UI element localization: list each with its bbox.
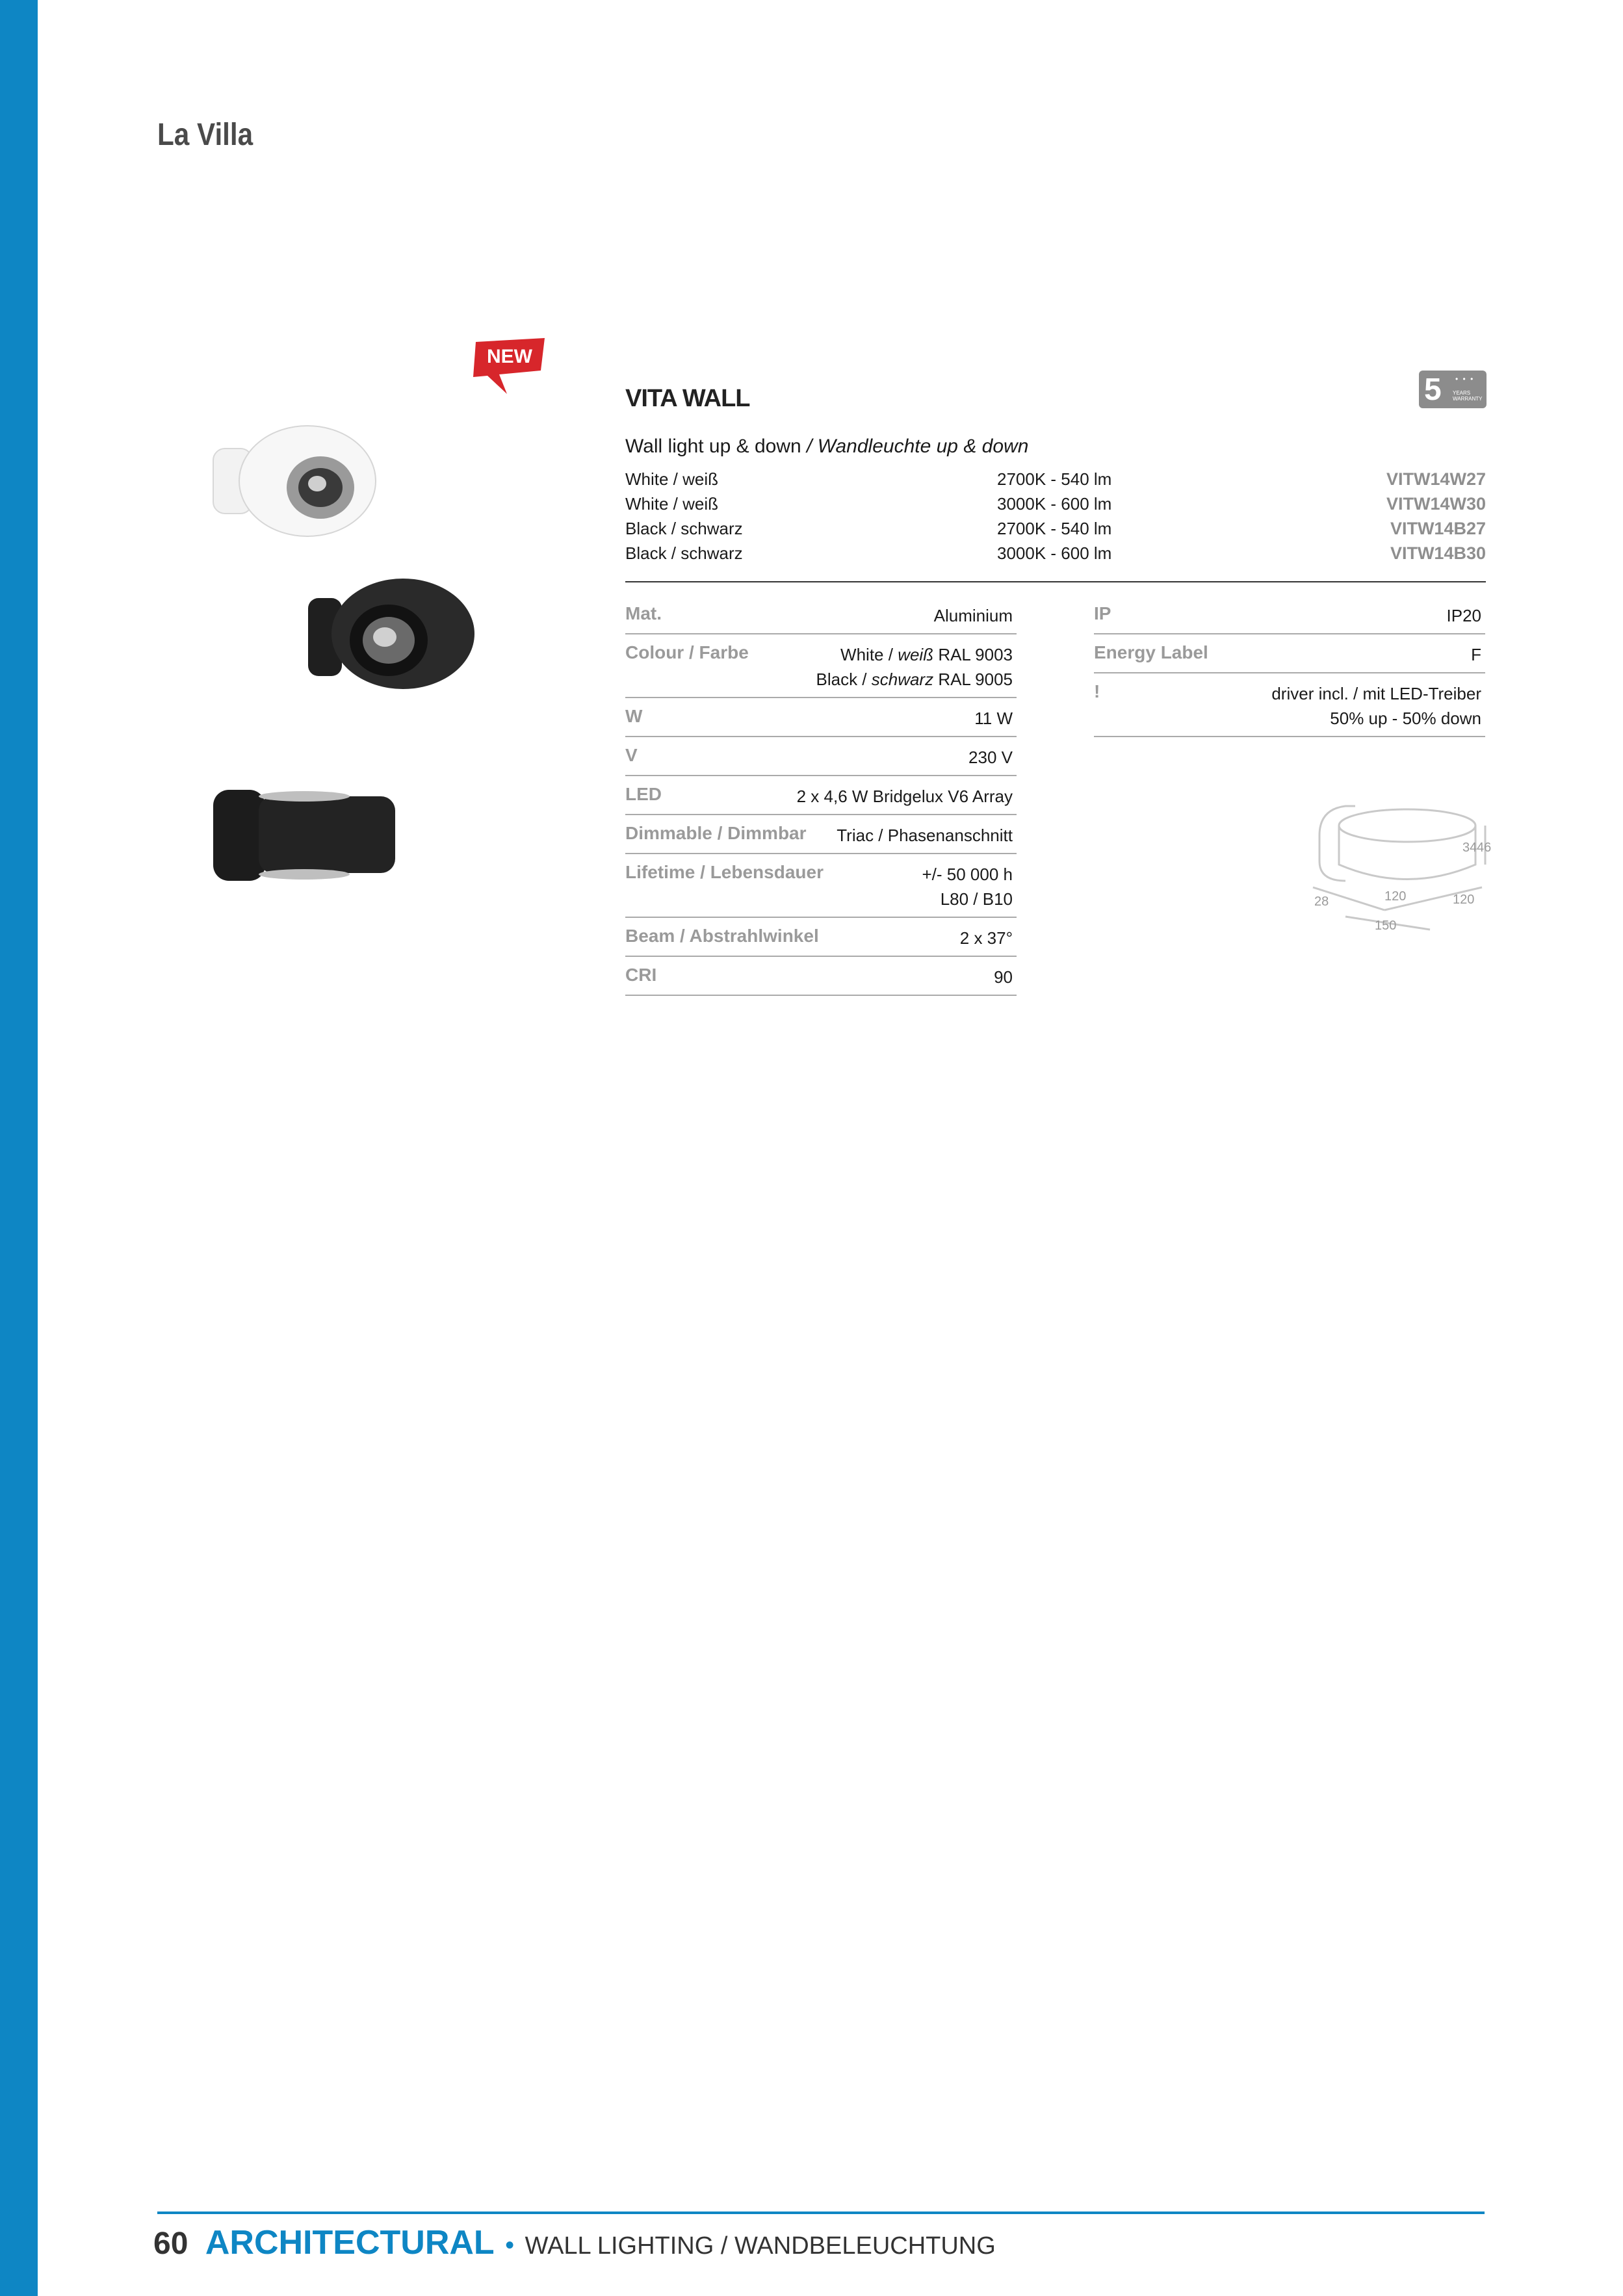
variant-spec: 2700K - 540 lm (997, 519, 1112, 538)
new-badge-label: NEW (487, 346, 532, 367)
spec-label: Dimmable / Dimmbar (625, 823, 807, 843)
spec-label: Mat. (625, 603, 662, 623)
spec-label: Lifetime / Lebensdauer (625, 862, 824, 882)
warranty-years: 5 (1424, 372, 1442, 407)
spec-table-left (625, 595, 1017, 996)
spec-row-watt (625, 698, 1017, 737)
spec-value: 11 W (974, 709, 1013, 728)
page-title: La Villa (157, 118, 253, 152)
spec-row-dimmable (625, 815, 1017, 854)
footer-divider (157, 2211, 1485, 2214)
dim-label: 28 (1314, 894, 1329, 909)
spec-row-colour (625, 634, 1017, 698)
dim-outline-bracket (1319, 835, 1345, 881)
variant-row (625, 543, 1486, 568)
product-photo-white (207, 416, 382, 540)
dim-label: 120 (1384, 889, 1407, 904)
spec-row-note (1094, 673, 1485, 737)
spec-label: W (625, 706, 643, 726)
variant-code: VITW14B27 (1390, 519, 1486, 538)
dim-label: 120 (1453, 893, 1475, 907)
dim-label: 150 (1375, 919, 1397, 933)
variant-code: VITW14W27 (1386, 469, 1486, 489)
spec-value: 230 V (968, 748, 1013, 767)
spec-row-voltage (625, 737, 1017, 776)
product-name: VITA WALL (625, 385, 750, 412)
spec-label: V (625, 745, 638, 765)
footer-bullet: • (505, 2231, 515, 2260)
spec-row-material (625, 595, 1017, 634)
left-color-bar (0, 0, 38, 2296)
spec-label: ! (1094, 681, 1100, 701)
product-photo-black-side (207, 777, 402, 894)
variant-row (625, 469, 1486, 494)
dim-label: 34 (1462, 841, 1477, 855)
warranty-badge (1419, 371, 1487, 408)
spec-value: 2 x 37° (959, 928, 1013, 948)
page-number: 60 (153, 2226, 188, 2261)
dim-outline-body (1339, 826, 1475, 880)
footer-subsection: WALL LIGHTING / WANDBELEUCHTUNG (525, 2232, 996, 2260)
colour-white-ral: RAL 9003 (933, 645, 1013, 664)
spec-label: CRI (625, 965, 657, 985)
colour-black-ral: RAL 9005 (933, 670, 1013, 689)
variant-spec: 2700K - 540 lm (997, 469, 1112, 489)
dimension-drawing (1306, 796, 1495, 943)
spec-value: F (1471, 645, 1481, 664)
spec-row-led (625, 776, 1017, 815)
footer-section: ARCHITECTURAL (205, 2224, 495, 2262)
variants-divider (625, 581, 1486, 582)
dim-outline-top (1339, 809, 1475, 842)
variant-list (625, 469, 1486, 568)
variant-name: White / weiß (625, 469, 719, 489)
spec-value: driver incl. / mit LED-Treiber (1271, 684, 1481, 703)
variant-row (625, 494, 1486, 519)
variant-spec: 3000K - 600 lm (997, 543, 1112, 563)
spec-value: 90 (994, 967, 1013, 987)
subtitle-en: Wall light up & down (625, 436, 801, 457)
variant-code: VITW14B30 (1390, 543, 1486, 563)
variant-name: White / weiß (625, 494, 719, 514)
spec-label: LED (625, 784, 662, 804)
colour-white-de: weiß (898, 645, 934, 664)
colour-black-en: Black / (816, 670, 872, 689)
colour-white-en: White / (840, 645, 898, 664)
spec-row-beam (625, 918, 1017, 957)
new-badge (473, 338, 546, 394)
spec-row-lifetime (625, 854, 1017, 918)
spec-row-ip (1094, 595, 1485, 634)
subtitle-separator: / (801, 436, 818, 457)
dim-label: 46 (1477, 841, 1492, 855)
page-footer (153, 2223, 996, 2262)
variant-name: Black / schwarz (625, 543, 743, 563)
spec-label: Beam / Abstrahlwinkel (625, 926, 819, 946)
spec-table-right (1094, 595, 1485, 737)
variant-spec: 3000K - 600 lm (997, 494, 1112, 514)
dim-outline-back (1319, 806, 1355, 835)
variant-name: Black / schwarz (625, 519, 743, 538)
spec-label: Energy Label (1094, 642, 1208, 662)
variant-row (625, 519, 1486, 543)
spec-value: IP20 (1446, 606, 1481, 625)
spec-value: 50% up - 50% down (1330, 709, 1481, 728)
spec-value: L80 / B10 (940, 889, 1013, 909)
spec-label: IP (1094, 603, 1111, 623)
spec-value: 2 x 4,6 W Bridgelux V6 Array (796, 787, 1013, 806)
subtitle-de: Wandleuchte up & down (817, 436, 1029, 457)
product-photo-black (305, 572, 481, 696)
warranty-text: YEARS WARRANTY (1453, 390, 1483, 402)
warranty-stars-icon: • • • (1455, 374, 1475, 384)
spec-row-cri (625, 957, 1017, 996)
spec-value: +/- 50 000 h (922, 865, 1013, 884)
colour-black-de: schwarz (871, 670, 934, 689)
spec-value: Triac / Phasenanschnitt (837, 826, 1013, 845)
spec-row-energy (1094, 634, 1485, 673)
variant-code: VITW14W30 (1386, 494, 1486, 514)
spec-label: Colour / Farbe (625, 642, 749, 662)
product-subtitle (625, 436, 1028, 458)
spec-value: Aluminium (933, 606, 1013, 625)
spec-value (625, 667, 1017, 692)
